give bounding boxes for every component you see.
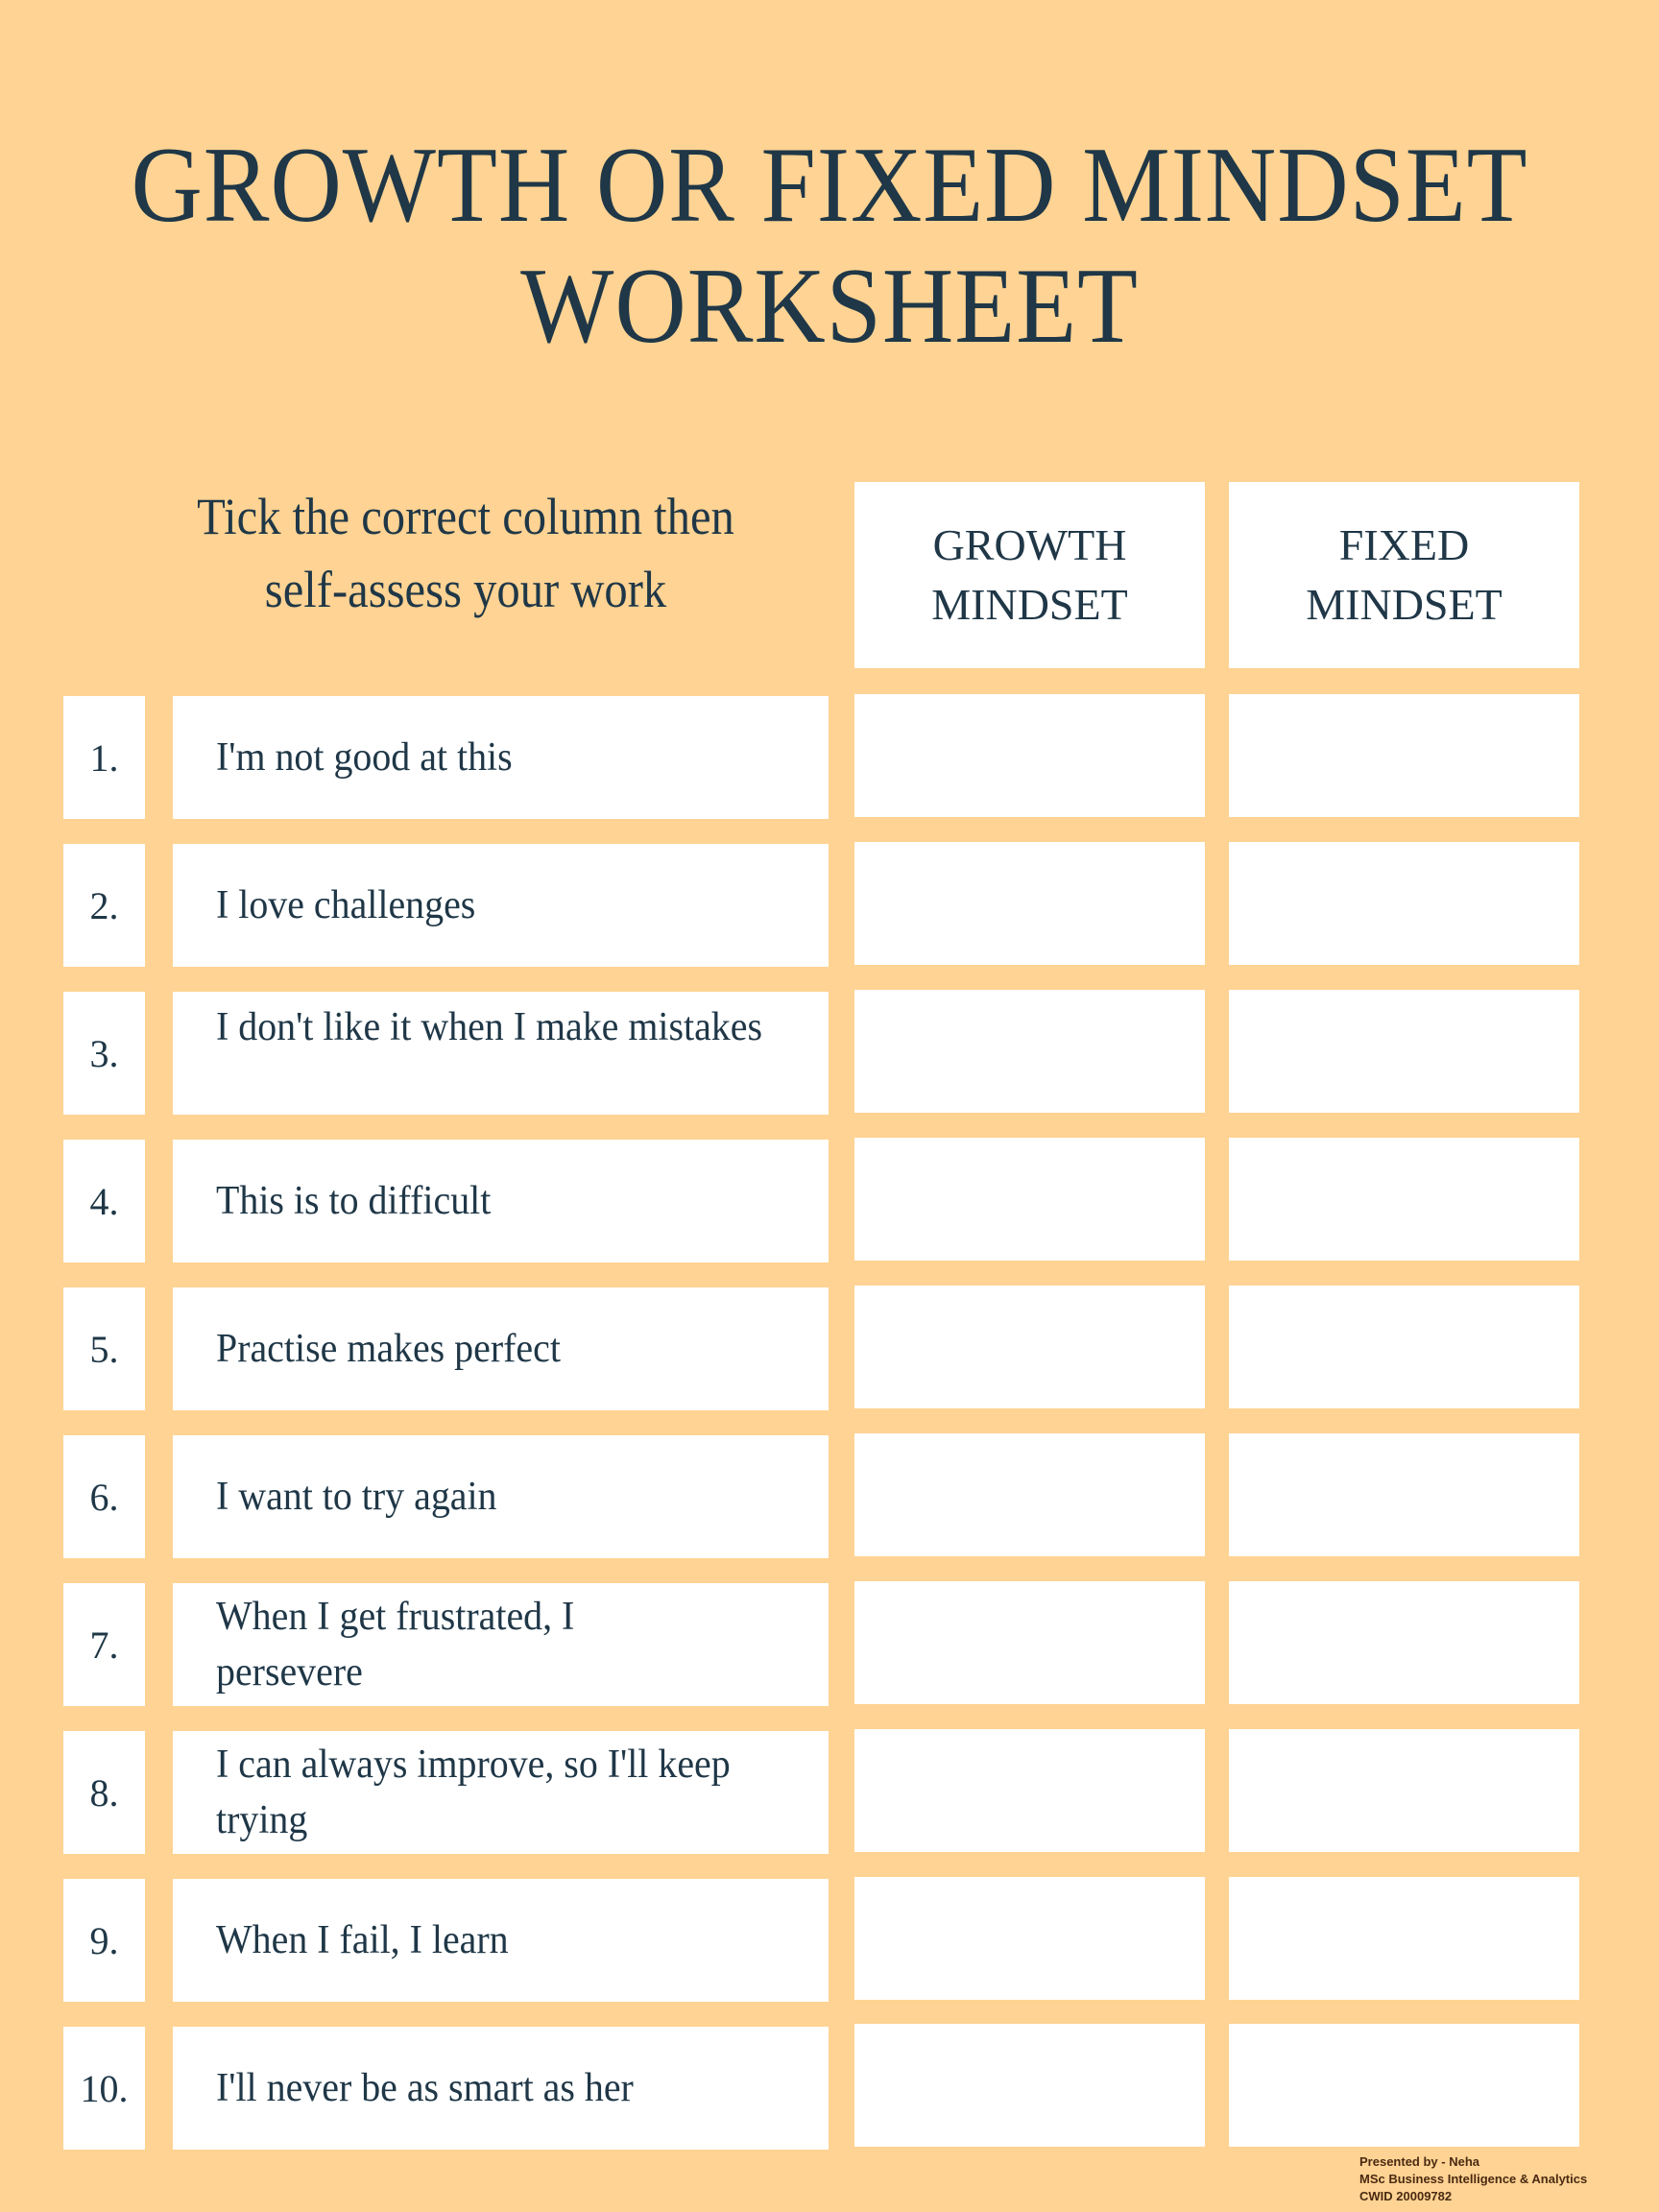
fixed-mindset-column-header [1229, 482, 1579, 668]
row-number: 6. [63, 1435, 145, 1558]
instructions [151, 480, 781, 626]
presenter-credits [1359, 2153, 1587, 2205]
growth-mindset-column-header [854, 482, 1205, 668]
row-statement [173, 2027, 829, 2150]
row-number: 3. [63, 992, 145, 1115]
row-number: 8. [63, 1731, 145, 1854]
row-statement [173, 1583, 829, 1706]
row-statement [173, 696, 829, 819]
statement-text: I can always improve, so I'll keep trying [216, 1743, 731, 1842]
growth-tick-cell[interactable] [854, 1286, 1205, 1408]
row-statement [173, 1731, 829, 1854]
row-statement [173, 1435, 829, 1558]
row-number: 9. [63, 1879, 145, 2002]
instructions-line-2: self-assess your work [264, 561, 667, 618]
statement-text: I love challenges [216, 883, 476, 927]
growth-header-line-2: MINDSET [931, 580, 1128, 629]
statement-text: Practise makes perfect [216, 1327, 561, 1371]
row-statement [173, 1879, 829, 2002]
growth-tick-cell[interactable] [854, 1877, 1205, 2000]
fixed-tick-cell[interactable] [1229, 1433, 1579, 1556]
row-number: 5. [63, 1287, 145, 1410]
growth-tick-cell[interactable] [854, 1433, 1205, 1556]
statement-text: When I fail, I learn [216, 1918, 509, 1962]
growth-tick-cell[interactable] [854, 2024, 1205, 2147]
fixed-tick-cell[interactable] [1229, 1877, 1579, 2000]
growth-header-line-1: GROWTH [932, 520, 1127, 569]
title-line-1: GROWTH OR FIXED MINDSET [131, 126, 1528, 245]
fixed-tick-cell[interactable] [1229, 990, 1579, 1113]
fixed-tick-cell[interactable] [1229, 1729, 1579, 1852]
row-number: 7. [63, 1583, 145, 1706]
statement-text: When I get frustrated, I persevere [216, 1595, 575, 1695]
statement-text: I'm not good at this [216, 735, 513, 780]
statement-text: This is to difficult [216, 1179, 492, 1223]
program-name: MSc Business Intelligence & Analytics [1359, 2172, 1588, 2186]
fixed-header-line-1: FIXED [1338, 520, 1470, 569]
row-number: 10. [63, 2027, 145, 2150]
fixed-tick-cell[interactable] [1229, 1286, 1579, 1408]
fixed-tick-cell[interactable] [1229, 2024, 1579, 2147]
statement-text: I don't like it when I make mistakes [216, 1005, 762, 1049]
row-number: 4. [63, 1140, 145, 1262]
page-title [66, 125, 1593, 367]
title-line-2: WORKSHEET [520, 247, 1139, 366]
statement-text: I'll never be as smart as her [216, 2066, 634, 2110]
statement-text: I want to try again [216, 1475, 497, 1519]
student-id: CWID 20009782 [1359, 2189, 1453, 2203]
row-statement [173, 1140, 829, 1262]
growth-tick-cell[interactable] [854, 694, 1205, 817]
growth-tick-cell[interactable] [854, 1138, 1205, 1261]
row-statement [173, 1287, 829, 1410]
fixed-tick-cell[interactable] [1229, 842, 1579, 965]
growth-tick-cell[interactable] [854, 842, 1205, 965]
instructions-line-1: Tick the correct column then [197, 488, 734, 545]
fixed-tick-cell[interactable] [1229, 694, 1579, 817]
fixed-header-line-2: MINDSET [1306, 580, 1503, 629]
growth-tick-cell[interactable] [854, 1729, 1205, 1852]
row-number: 2. [63, 844, 145, 967]
growth-tick-cell[interactable] [854, 990, 1205, 1113]
presenter-name: Presented by - Neha [1359, 2154, 1479, 2169]
fixed-tick-cell[interactable] [1229, 1138, 1579, 1261]
fixed-tick-cell[interactable] [1229, 1581, 1579, 1704]
row-statement [173, 844, 829, 967]
row-number: 1. [63, 696, 145, 819]
growth-tick-cell[interactable] [854, 1581, 1205, 1704]
row-statement [173, 992, 829, 1115]
